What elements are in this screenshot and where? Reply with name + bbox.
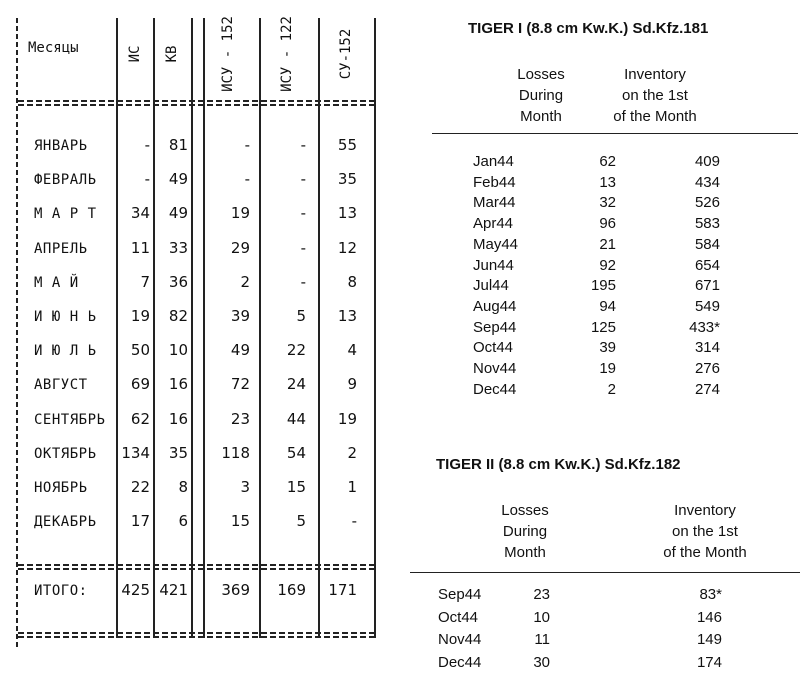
cell-isu-152: - <box>244 170 250 189</box>
losses-cell: 32 <box>599 194 616 212</box>
table-row <box>0 198 390 232</box>
month-cell: Apr44 <box>473 215 514 233</box>
cell-isu-122: - <box>300 204 306 223</box>
month-cell: Nov44 <box>473 360 517 377</box>
cell-kv: 49 <box>168 204 188 223</box>
cell-su-152: 13 <box>337 204 357 223</box>
table-row <box>400 586 809 607</box>
cell-isu-122: 44 <box>286 409 306 428</box>
cell-isu-152: 3 <box>240 478 250 496</box>
total-separator <box>18 564 376 570</box>
table-row <box>0 369 390 403</box>
table-row <box>400 319 809 340</box>
cell-isu-152: 72 <box>230 375 250 394</box>
inventory-cell: 149 <box>696 631 722 649</box>
losses-cell: 2 <box>607 380 616 398</box>
cell-su-152: 35 <box>337 170 357 189</box>
cell-isu-152: 49 <box>230 341 250 360</box>
inventory-cell: 433* <box>689 318 720 336</box>
cell-su-152: 19 <box>337 409 357 428</box>
cell-isu-152: 23 <box>230 409 250 428</box>
inventory-cell: 526 <box>694 194 720 212</box>
cell-kv: 49 <box>168 170 188 189</box>
cell-su-152: 1 <box>347 478 357 496</box>
month-label: ОКТЯБРЬ <box>34 445 97 462</box>
month-label: ФЕВРАЛЬ <box>34 172 97 189</box>
table-row <box>0 164 390 198</box>
tiger1-table <box>400 0 809 440</box>
cell-is: 22 <box>130 478 150 496</box>
inventory-cell: 83* <box>699 586 722 603</box>
cell-is: 50 <box>130 341 150 360</box>
losses-cell: 11 <box>534 631 550 649</box>
table-row <box>0 438 390 472</box>
cell-su-152: - <box>351 512 357 531</box>
total-isu-122: 169 <box>277 581 306 599</box>
inventory-cell: 409 <box>694 153 720 170</box>
month-label: СЕНТЯБРЬ <box>34 411 106 428</box>
cell-kv: 36 <box>168 272 188 291</box>
cell-kv: 10 <box>168 341 188 360</box>
month-cell: Jan44 <box>473 153 514 170</box>
month-label: АПРЕЛЬ <box>34 240 88 257</box>
header-separator <box>18 100 376 106</box>
table-row <box>400 609 809 630</box>
table-row <box>400 298 809 319</box>
tiger1-header-inventory: Inventory on the 1st of the Month <box>613 66 697 125</box>
month-cell: Sep44 <box>473 318 517 336</box>
inventory-cell: 314 <box>694 339 720 357</box>
month-cell: Dec44 <box>473 380 517 398</box>
cell-is: - <box>144 136 150 154</box>
cell-su-152: 8 <box>347 272 357 291</box>
losses-cell: 10 <box>533 608 550 626</box>
table-row <box>400 339 809 360</box>
losses-cell: 39 <box>599 339 616 357</box>
inventory-cell: 671 <box>694 277 720 295</box>
table-row <box>0 130 390 164</box>
cell-isu-122: - <box>300 170 306 189</box>
cell-isu-122: - <box>300 272 306 291</box>
cell-su-152: 12 <box>337 238 357 257</box>
month-cell: May44 <box>473 235 519 253</box>
losses-cell: 13 <box>599 173 616 191</box>
table-row <box>400 631 809 652</box>
inventory-cell: 274 <box>694 380 720 398</box>
cell-is: 19 <box>130 307 150 325</box>
month-cell: Jun44 <box>473 256 514 274</box>
cell-is: 7 <box>140 272 150 291</box>
month-label: ДЕКАБРЬ <box>34 514 97 531</box>
table-row <box>400 215 809 236</box>
cell-isu-122: 5 <box>296 307 306 325</box>
cell-isu-152: 15 <box>230 512 250 531</box>
cell-is: 11 <box>130 238 150 257</box>
cell-su-152: 13 <box>337 307 357 325</box>
month-label: ЯНВАРЬ <box>34 138 88 154</box>
header-su-152: СУ-152 <box>338 28 354 80</box>
cell-su-152: 55 <box>337 136 357 154</box>
table-row <box>0 233 390 267</box>
month-cell: Sep44 <box>438 586 482 603</box>
cell-is: - <box>144 170 150 189</box>
cell-isu-122: 24 <box>286 375 306 394</box>
cell-su-152: 4 <box>347 341 357 360</box>
month-label: И Ю Н Ь <box>34 309 97 325</box>
month-cell: Jul44 <box>473 277 509 295</box>
month-cell: Oct44 <box>473 339 514 357</box>
cell-is: 134 <box>121 443 150 462</box>
losses-cell: 21 <box>599 235 616 253</box>
month-label: АВГУСТ <box>34 377 88 394</box>
table-row <box>400 654 809 675</box>
tiger1-header-rule <box>432 133 798 134</box>
inventory-cell: 583 <box>694 215 720 233</box>
losses-cell: 125 <box>590 318 616 336</box>
cell-kv: 35 <box>168 443 188 462</box>
losses-cell: 195 <box>590 277 616 295</box>
header-is: ИС <box>127 45 143 63</box>
cell-isu-122: 54 <box>286 443 306 462</box>
table-row <box>400 381 809 402</box>
losses-cell: 30 <box>533 653 550 671</box>
soviet-losses-table <box>0 0 390 694</box>
cell-is: 17 <box>130 512 150 531</box>
tiger2-header-losses: Losses During Month <box>501 502 549 561</box>
losses-cell: 94 <box>599 297 616 315</box>
cell-su-152: 2 <box>347 443 357 462</box>
table-row <box>400 174 809 195</box>
cell-isu-152: - <box>244 136 250 154</box>
month-cell: Nov44 <box>438 631 482 649</box>
month-cell: Dec44 <box>438 653 482 671</box>
table-row <box>400 360 809 381</box>
inventory-cell: 276 <box>694 360 720 377</box>
table-row <box>0 301 390 335</box>
tiger1-header-losses: Losses During Month <box>517 66 565 125</box>
table-row <box>0 404 390 438</box>
table-row <box>0 506 390 540</box>
cell-isu-122: - <box>300 136 306 154</box>
table-row <box>400 257 809 278</box>
month-label: НОЯБРЬ <box>34 480 88 496</box>
inventory-cell: 434 <box>694 173 720 191</box>
table-row <box>400 194 809 215</box>
month-label: М А Й <box>34 274 79 291</box>
cell-isu-122: - <box>300 238 306 257</box>
cell-isu-152: 29 <box>230 238 250 257</box>
cell-isu-122: 15 <box>286 478 306 496</box>
losses-cell: 96 <box>599 215 616 233</box>
inventory-cell: 654 <box>694 256 720 274</box>
cell-su-152: 9 <box>347 375 357 394</box>
tiger2-header-rule <box>410 572 800 573</box>
month-cell: Oct44 <box>438 608 479 626</box>
total-isu-152: 369 <box>221 581 250 599</box>
cell-isu-152: 39 <box>230 307 250 325</box>
tiger2-header-inventory: Inventory on the 1st of the Month <box>663 502 747 561</box>
inventory-cell: 584 <box>694 235 720 253</box>
cell-is: 34 <box>130 204 150 223</box>
cell-isu-122: 22 <box>286 341 306 360</box>
total-su-152: 171 <box>328 581 357 599</box>
table-row <box>0 335 390 369</box>
cell-kv: 16 <box>168 409 188 428</box>
inventory-cell: 549 <box>694 297 720 315</box>
total-is: 425 <box>121 581 150 599</box>
table-row <box>0 472 390 506</box>
tiger2-table <box>400 440 809 694</box>
cell-kv: 82 <box>168 307 188 325</box>
month-cell: Aug44 <box>473 297 517 315</box>
table-row <box>400 236 809 257</box>
tiger2-title: TIGER II (8.8 cm Kw.K.) Sd.Kfz.182 <box>436 456 681 473</box>
cell-is: 62 <box>130 409 150 428</box>
losses-cell: 19 <box>599 360 616 377</box>
cell-is: 69 <box>130 375 150 394</box>
table-row <box>0 267 390 301</box>
total-row <box>0 575 390 609</box>
losses-cell: 23 <box>533 586 550 603</box>
cell-kv: 33 <box>168 238 188 257</box>
losses-cell: 62 <box>599 153 616 170</box>
cell-isu-152: 118 <box>221 443 250 462</box>
inventory-cell: 146 <box>696 608 722 626</box>
header-isu-152: ИСУ - 152 <box>220 16 236 92</box>
total-kv: 421 <box>159 581 188 599</box>
header-kv: КВ <box>164 45 180 63</box>
inventory-cell: 174 <box>696 653 722 671</box>
cell-kv: 6 <box>178 512 188 531</box>
bottom-border <box>18 632 376 638</box>
header-months: Месяцы <box>28 40 79 56</box>
month-cell: Mar44 <box>473 194 516 212</box>
cell-kv: 8 <box>178 478 188 496</box>
cell-kv: 16 <box>168 375 188 394</box>
month-cell: Feb44 <box>473 173 516 191</box>
cell-isu-122: 5 <box>296 512 306 531</box>
month-label: М А Р Т <box>34 206 97 223</box>
tiger1-title: TIGER I (8.8 cm Kw.K.) Sd.Kfz.181 <box>468 20 709 37</box>
header-isu-122: ИСУ - 122 <box>279 16 295 92</box>
cell-isu-152: 2 <box>240 272 250 291</box>
month-label: И Ю Л Ь <box>34 343 97 360</box>
losses-cell: 92 <box>599 256 616 274</box>
table-row <box>400 277 809 298</box>
total-label: ИТОГО: <box>34 583 88 599</box>
table-row <box>400 153 809 174</box>
cell-kv: 81 <box>168 136 188 154</box>
cell-isu-152: 19 <box>230 204 250 223</box>
